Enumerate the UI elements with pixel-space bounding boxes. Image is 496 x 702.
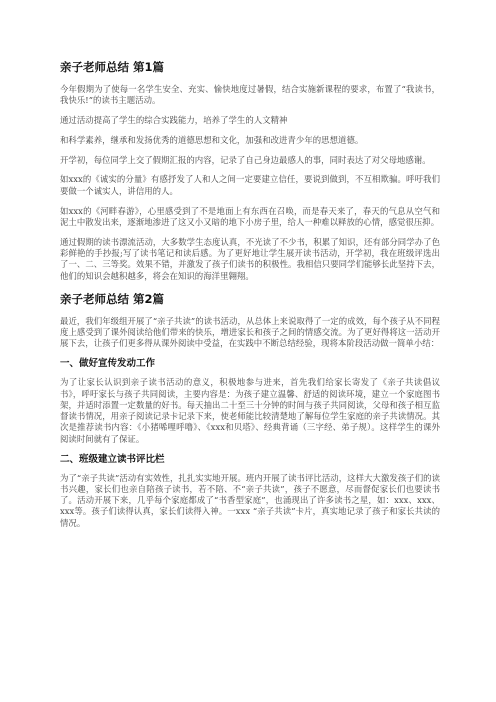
paragraph: 和科学素养，继承和发扬优秀的道德思想和文化，加强和改进青少年的思想道德。 [60, 134, 364, 145]
section-title-2: 亲子老师总结 第2篇 [60, 291, 165, 306]
paragraph: 如xxx的《河畔春游》，心里感受到了不是地面上有东西在召唤，而是春天来了，春天的气息从空气和泥土中散发出来，逐渐地渗进了这又小又暗的地下小房子里，给人一种难以释放的心情，感觉很压抑。 [60, 205, 440, 227]
paragraph: 通过假期的读书漂流活动，大多数学生态度认真，不光读了不少书，积累了知识，还有部分同学办了色彩鲜艳的手抄报;写了读书笔记和读后感。为了更好地让学生展开读书活动，开学初，我在班级评选出了一、二、三等奖。效果不错，并激发了孩子们读书的积极性。我相信只要同学们能够长此坚持下去，他们的知识会越积越多，将会在知识的海洋里翱翔。 [60, 236, 440, 281]
paragraph: 最近，我们年级组开展了“亲子共读”的读书活动，从总体上来说取得了一定的成效，每个孩子从不同程度上感受到了课外阅读给他们带来的快乐，增进家长和孩子之间的情感交流。为了更好得将这一活动开展下去，让孩子们更多得从课外阅读中受益，在实践中不断总结经验，现将本阶段活动做一简单小结： [60, 315, 440, 349]
paragraph: 开学初，每位同学上交了假期汇报的内容，记录了自己身边最感人的事，同时表达了对父母地感谢。 [60, 154, 431, 165]
subheading-publicity: 一、做好宣传发动工作 [60, 358, 156, 370]
paragraph: 今年假期为了使每一名学生安全、充实、愉快地度过暑假，结合实施新课程的要求，布置了“我读书，我快乐!”的读书主题活动。 [60, 84, 440, 106]
paragraph: 如xxx的《诚实的分量》有感抒发了人和人之间一定要建立信任，要说到做到，不互相欺骗。呼吁我们要做一个诚实人，讲信用的人。 [60, 174, 440, 196]
paragraph: 通过活动提高了学生的综合实践能力，培养了学生的人文精神 [60, 115, 288, 126]
section-title-1: 亲子老师总结 第1篇 [60, 60, 165, 74]
paragraph: 为了让家长认识到亲子读书活动的意义，积极地参与进来，首先我们给家长寄发了《亲子共读倡议书》，呼吁家长与孩子共同阅读，主要内容是：为孩子建立温馨、舒适的阅读环境，建立一个家庭图书架，并适时添置一定数量的好书。每天抽出二十至三十分钟的时间与孩子共同阅读，父母和孩子相互监督读书情况，用亲子阅读记录卡记录下来，使老师能比较清楚地了解每位学生家庭的亲子共读情况。其次是推荐读书内容：《小猪唏哩呼噜》、《xxx和贝塔》、经典背诵（三字经、弟子规）。这样学生的课外阅读时间就有了保证。 [60, 377, 440, 444]
document-body [60, 60, 440, 538]
subheading-reading-board: 二、班级建立读书评比栏 [60, 453, 165, 465]
paragraph: 为了“亲子共读”活动有实效性，扎扎实实地开展。班内开展了读书评比活动，这样大大激发孩子们的读书兴趣，家长们也亲自陪孩子读书，若不陪、不“亲子共读”，孩子不愿意，尽而督促家长们也要读书了。活动开展下来，几乎每个家庭都成了“书香型家庭”，也涌现出了许多读书之星，如：xxx、xxx、xxx等。孩子们读得认真，家长们读得入神。一xxx “亲子共读”卡片，真实地记录了孩子和家长共读的情况。 [60, 472, 440, 528]
